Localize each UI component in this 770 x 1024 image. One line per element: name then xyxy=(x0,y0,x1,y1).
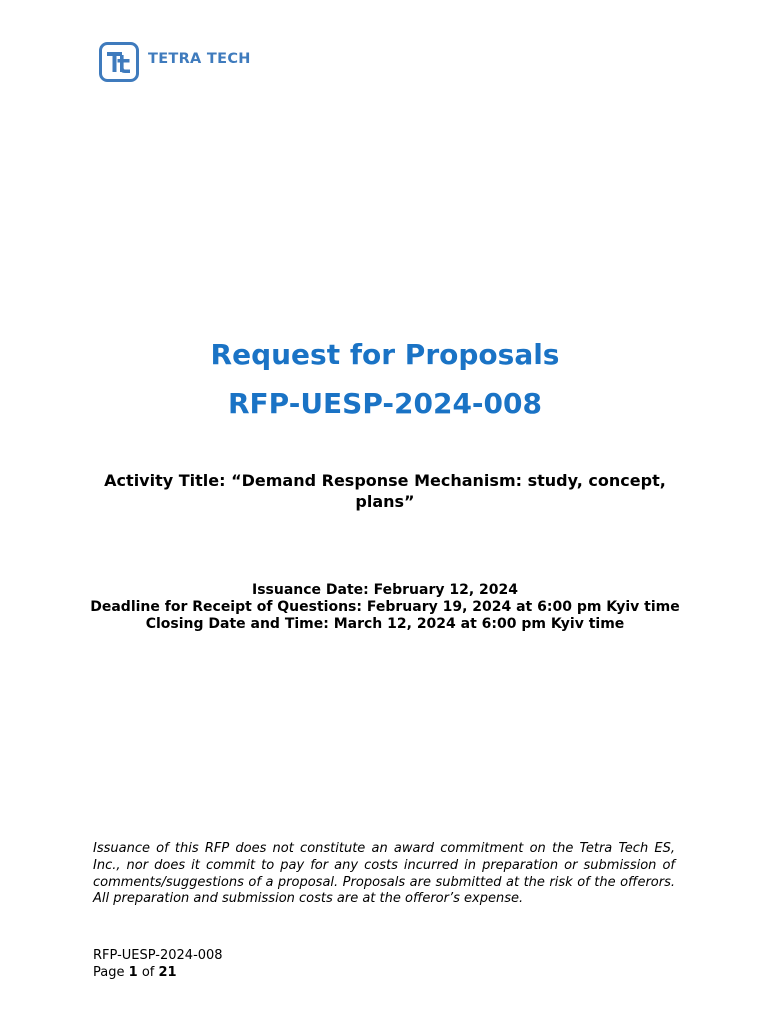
page-current: 1 xyxy=(128,965,138,980)
issuance-date: Issuance Date: February 12, 2024 xyxy=(251,582,519,598)
page-label: Page xyxy=(93,965,125,980)
activity-title: Activity Title: “Demand Response Mechanism: study, concept, plans” xyxy=(104,471,666,511)
company-logo xyxy=(99,42,251,82)
closing-date: Closing Date and Time: March 12, 2024 at 6:00 pm Kyiv time xyxy=(145,616,625,632)
page-of: of xyxy=(141,965,155,980)
questions-deadline: Deadline for Receipt of Questions: February 19, 2024 at 6:00 pm Kyiv time xyxy=(90,599,680,615)
tetra-tech-logo-icon xyxy=(99,42,139,82)
key-dates xyxy=(85,582,685,633)
rfp-number: RFP-UESP-2024-008 xyxy=(227,387,542,420)
page-number xyxy=(93,964,223,981)
logo-text: TETRA TECH xyxy=(148,50,251,67)
disclaimer-text: Issuance of this RFP does not constitute an award commitment on the Tetra Tech ES, Inc., nor does it commit to pay for any costs incurred in preparation or submission of comments/suggestions of a proposal. Proposals are submitted at the risk of the offerors. All preparation and submission costs are at the offeror’s expense. xyxy=(93,841,675,907)
footer-doc-id: RFP-UESP-2024-008 xyxy=(93,948,223,963)
page-footer xyxy=(93,947,223,981)
page-total: 21 xyxy=(158,965,177,980)
document-title: Request for Proposals xyxy=(210,338,560,371)
